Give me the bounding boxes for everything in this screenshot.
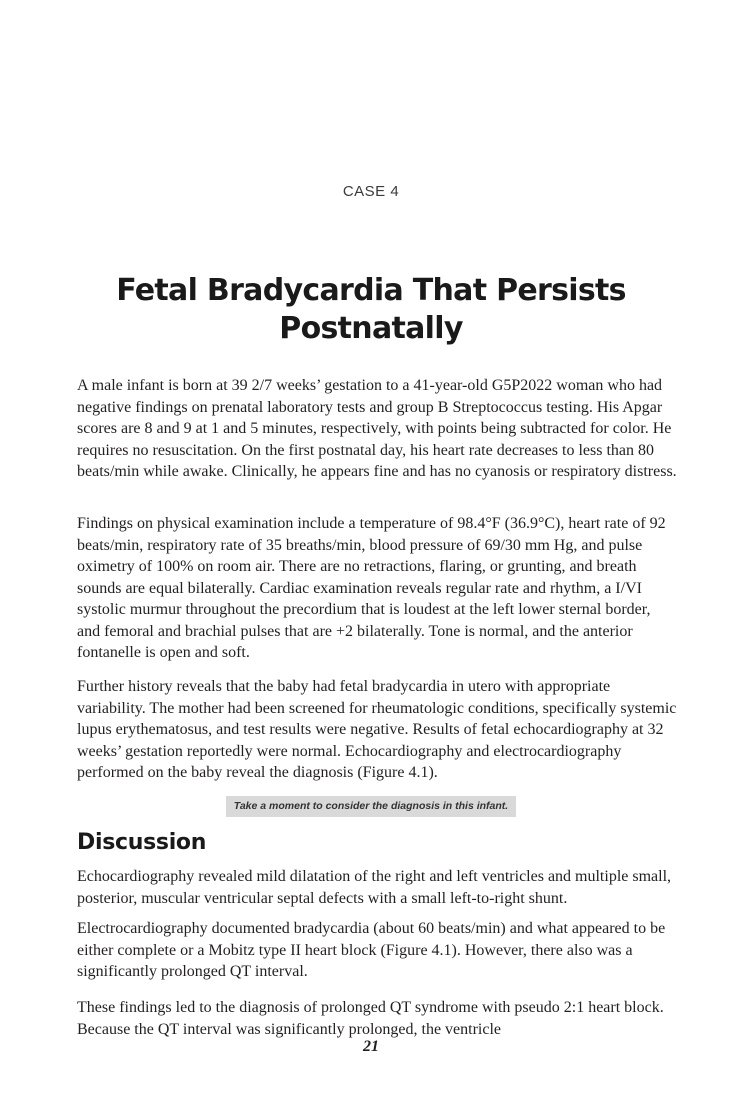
page-number: 21: [363, 1038, 379, 1055]
discussion-paragraph-echo: Echocardiography revealed mild dilatation of the right and left ventricles and multiple small, posterior, muscular ventricular septal defects with a small left-to-right shunt.: [77, 868, 672, 907]
case-label: CASE 4: [342, 183, 400, 200]
discussion-paragraph-ecg: Electrocardiography documented bradycardia (about 60 beats/min) and what appeared to be either complete or a Mobitz type II heart block (Figure 4.1). However, there also was a significantly prolonged QT interval.: [77, 920, 666, 980]
chapter-title: Fetal Bradycardia That Persists Postnatally: [116, 273, 626, 346]
case-paragraph-exam: Findings on physical examination include a temperature of 98.4°F (36.9°C), heart rate of 92 beats/min, respiratory rate of 35 breaths/min, blood pressure of 69/30 mm Hg, and pulse oximetry of 100% on room air. There are no retractions, flaring, or grunting, and breath sounds are equal bilaterally. Cardiac examination reveals regular rate and rhythm, a I/VI systolic murmur throughout the precordium that is loudest at the left lower sternal border, and femoral and brachial pulses that are +2 bilaterally. Tone is normal, and the anterior fontanelle is open and soft.: [77, 515, 666, 661]
discussion-heading: Discussion: [77, 830, 207, 855]
case-paragraph-presentation: A male infant is born at 39 2/7 weeks’ gestation to a 41-year-old G5P2022 woman who had negative findings on prenatal laboratory tests and group B Streptococcus testing. His Apgar scores are 8 and 9 at 1 and 5 minutes, respectively, with points being subtracted for color. He requires no resuscitation. On the first postnatal day, his heart rate decreases to less than 80 beats/min while awake. Clinically, he appears fine and has no cyanosis or respiratory distress.: [77, 377, 677, 480]
case-paragraph-history: Further history reveals that the baby had fetal bradycardia in utero with appropriate variability. The mother had been screened for rheumatologic conditions, specifically systemic lupus erythematosus, and test results were negative. Results of fetal echocardiography at 32 weeks’ gestation reportedly were normal. Echocardiography and electrocardiography performed on the baby reveal the diagnosis (Figure 4.1).: [77, 678, 677, 781]
discussion-paragraph-diagnosis: These findings led to the diagnosis of prolonged QT syndrome with pseudo 2:1 heart block. Because the QT interval was significantly prolonged, the ventricle: [77, 999, 664, 1038]
diagnosis-prompt-callout: Take a moment to consider the diagnosis in this infant.: [226, 796, 516, 817]
